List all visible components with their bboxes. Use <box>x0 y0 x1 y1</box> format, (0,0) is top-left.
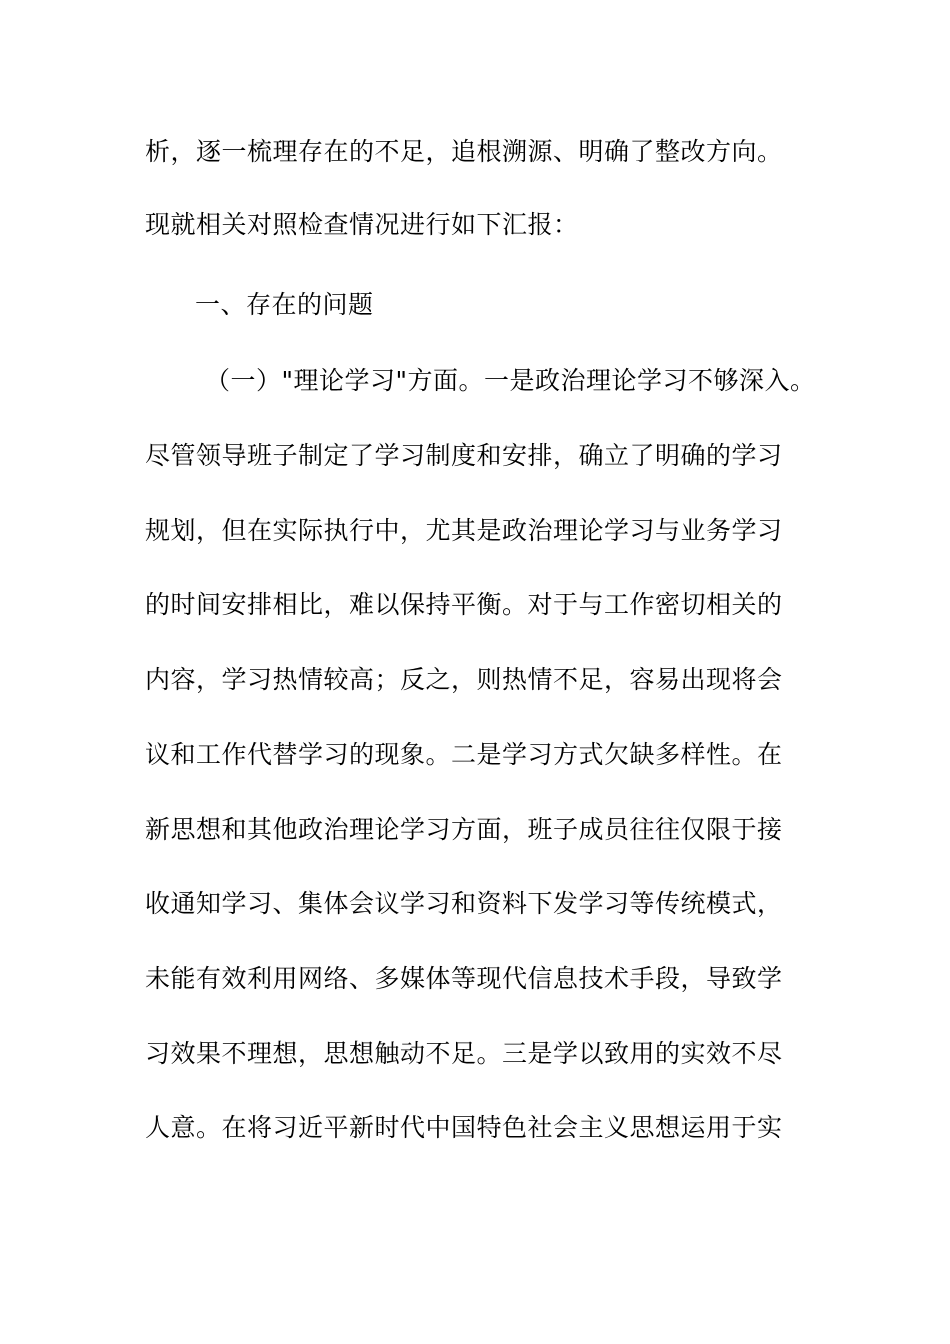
text-line: 的时间安排相比，难以保持平衡。对于与工作密切相关的 <box>145 590 783 619</box>
text-line: 内容，学习热情较高；反之，则热情不足，容易出现将会 <box>145 665 783 694</box>
text-line: 议和工作代替学习的现象。二是学习方式欠缺多样性。在 <box>145 740 783 769</box>
text-line: 新思想和其他政治理论学习方面，班子成员往往仅限于接 <box>145 815 783 844</box>
text-line: 尽管领导班子制定了学习制度和安排，确立了明确的学习 <box>145 441 783 470</box>
text-line: 习效果不理想，思想触动不足。三是学以致用的实效不尽 <box>145 1039 783 1068</box>
text-line: 人意。在将习近平新时代中国特色社会主义思想运用于实 <box>145 1113 783 1142</box>
subsection-heading: （一）"理论学习"方面。一是政治理论学习不够深入。 <box>205 366 816 395</box>
text-line: 未能有效利用网络、多媒体等现代信息技术手段，导致学 <box>145 964 783 993</box>
text-line: 规划，但在实际执行中，尤其是政治理论学习与业务学习 <box>145 516 783 545</box>
text-line: 收通知学习、集体会议学习和资料下发学习等传统模式， <box>145 889 783 918</box>
text-line: 析，逐一梳理存在的不足，追根溯源、明确了整改方向。 <box>145 137 783 166</box>
section-heading: 一、存在的问题 <box>195 290 374 319</box>
text-line: 现就相关对照检查情况进行如下汇报： <box>145 210 579 239</box>
